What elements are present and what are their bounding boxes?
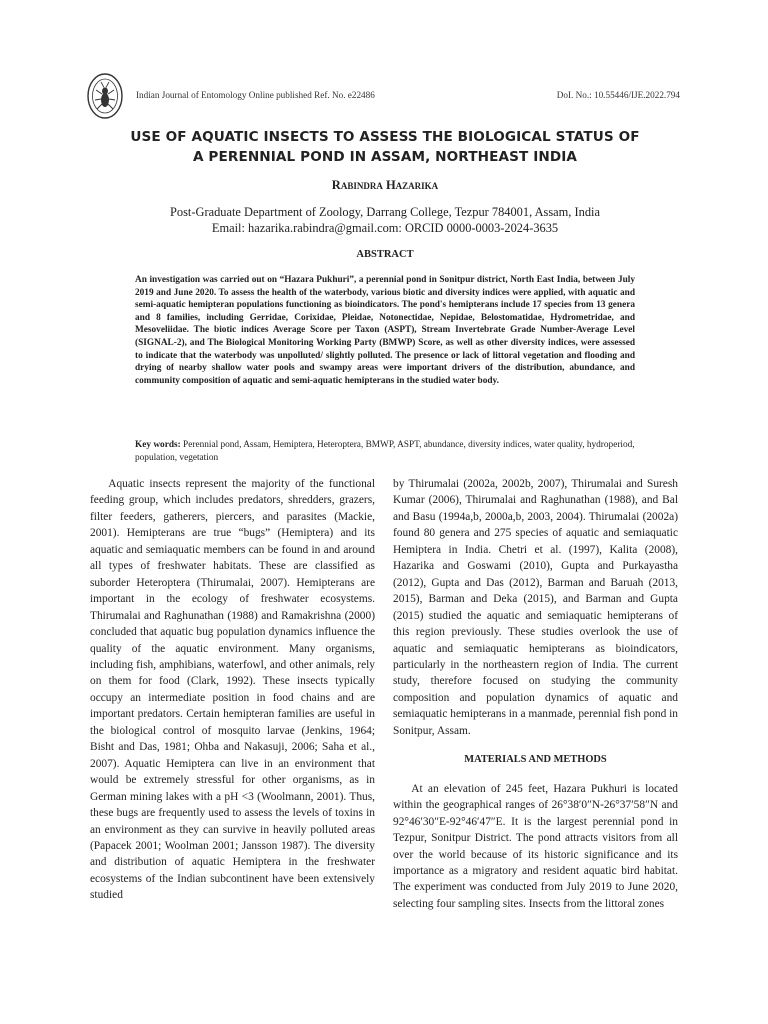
abstract-text: An investigation was carried out on “Hazara Pukhuri”, a perennial pond in Sonitpur district, North East India, between July 2019 and June 2020. To assess the health of the waterbody, various biotic and diversity indices were applied, with aquatic and semi-aquatic hemipteran populations functioning as bioindicators. The pond's hemipterans include 17 species from 13 genera and 8 families, including Gerridae, Corixidae, Pleidae, Notonectidae, Nepidae, Belostomatidae, Hydrometridae, and Mesoveliidae. The biotic indices Average Score per Taxon (ASPT), Stream Invertebrate Grade Number-Average Level (SIGNAL-2), and The Biological Monitoring Working Party (BMWP) Score, as well as other diversity indices, were assessed to indicate that the waterbody was unpolluted/ slightly polluted. The presence or lack of littoral vegetation and flooding and drying of nearby shallow water pools and swampy areas were important drivers of the distribution, abundance, and community composition of aquatic and semi-aquatic hemipterans in the studied water body. [135, 275, 635, 386]
abstract-heading: ABSTRACT [356, 249, 414, 260]
keywords [135, 439, 635, 465]
author-name: Rabindra Hazarika [331, 178, 439, 192]
affiliation [90, 204, 680, 236]
title-line-1: USE OF AQUATIC INSECTS TO ASSESS THE BIOLOGICAL STATUS OF [130, 129, 640, 145]
methods-heading: MATERIALS AND METHODS [464, 754, 607, 766]
contact-line: Email: hazarika.rabindra@gmail.com: ORCID 0000-0003-2024-3635 [211, 221, 559, 235]
methods-paragraph: At an elevation of 245 feet, Hazara Pukhuri is located within the geographical ranges of 26°38′0″N-26°37′58″N and 92°46′30″E-92°46′47″E. It is the largest perennial pond in Tezpur, Sonitpur District. The pond attracts visitors from all over the world because of its historic significance and its importance as a migratory and resident aquatic bird habitat. The experiment was conducted from July 2019 to June 2020, selecting four sampling sites. Insects from the littoral zones [393, 782, 678, 910]
intro-continued-paragraph: by Thirumalai (2002a, 2002b, 2007), Thirumalai and Suresh Kumar (2006), Thirumalai and Raghunathan (1988), and Bal and Basu (1994a,b, 2000a,b, 2003, 2004). Thirumalai (2002a) found 80 genera and 275 species of aquatic and semiaquatic Hemiptera in India. Chetri et al. (1997), Kalita (2008), Hazarika and Goswami (2010), Gupta and Purkayastha (2012), Gupta and Das (2012), Barman and Baruah (2013, 2015), Barman and Deka (2015), and Barman and Gupta (2015) studied the aquatic and semiaquatic hemipterans of this region previously. These studies overlook the use of aquatic and semiaquatic hemipterans as bioindicators, particularly in the northeastern region of India. The current study, therefore focused on studying the community composition and population dynamics of aquatic and semiaquatic hemipterans in a manmade, perennial fish pond in Sonitpur, Assam. [393, 478, 678, 737]
journal-reference: Indian Journal of Entomology Online published Ref. No. e22486 [136, 90, 375, 100]
affiliation-line: Post-Graduate Department of Zoology, Darrang College, Tezpur 784001, Assam, India [170, 205, 600, 219]
keywords-label: Key words: [135, 440, 181, 450]
body-column-left [90, 476, 375, 904]
title-line-2: A PERENNIAL POND IN ASSAM, NORTHEAST INDIA [192, 149, 578, 165]
article-title [90, 127, 680, 167]
keywords-text: Perennial pond, Assam, Hemiptera, Heteroptera, BMWP, ASPT, abundance, diversity indices, water quality, hydroperiod, population, vegetation [135, 440, 635, 463]
journal-logo-icon [86, 72, 124, 120]
body-column-right [393, 476, 678, 912]
intro-paragraph: Aquatic insects represent the majority of the functional feeding group, which includes predators, shredders, grazers, filter feeders, gatherers, piercers, and parasites (Mackie, 2001). Hemipterans are true “bugs” (Hemiptera) and its aquatic and semiaquatic members can be found in and around all types of freshwater habitats. These are classified as suborder Heteroptera (Thirumalai, 2007). Hemipterans are important in the ecology of freshwater ecosystems. Thirumalai and Raghunathan (1988) and Ramakrishna (2000) concluded that aquatic bug population dynamics influence the quality of the aquatic environment. Many organisms, including fish, amphibians, waterfowl, and other animals, rely on them for food (Clark, 1992). These insects typically occupy an intermediate position in food chains and are important predators. Certain hemipteran families are useful in the biological control of mosquito larvae (Jenkins, 1964; Bisht and Das, 1981; Ohba and Nakasuji, 2006; Saha et al., 2007). Aquatic Hemiptera can live in an environment that would be extremely stressful for other organisms, as in German mining lakes with a pH <3 (Woolmann, 2001). Thus, these bugs are frequently used to assess the levels of toxins in an environment as they can survive in heavily polluted areas (Papacek 2001; Woolman 2001; Jansson 1987). The diversity and distribution of aquatic Hemiptera in the freshwater ecosystems of the Indian subcontinent have been extensively studied [90, 478, 375, 902]
doi-number: DoI. No.: 10.55446/IJE.2022.794 [556, 90, 680, 100]
